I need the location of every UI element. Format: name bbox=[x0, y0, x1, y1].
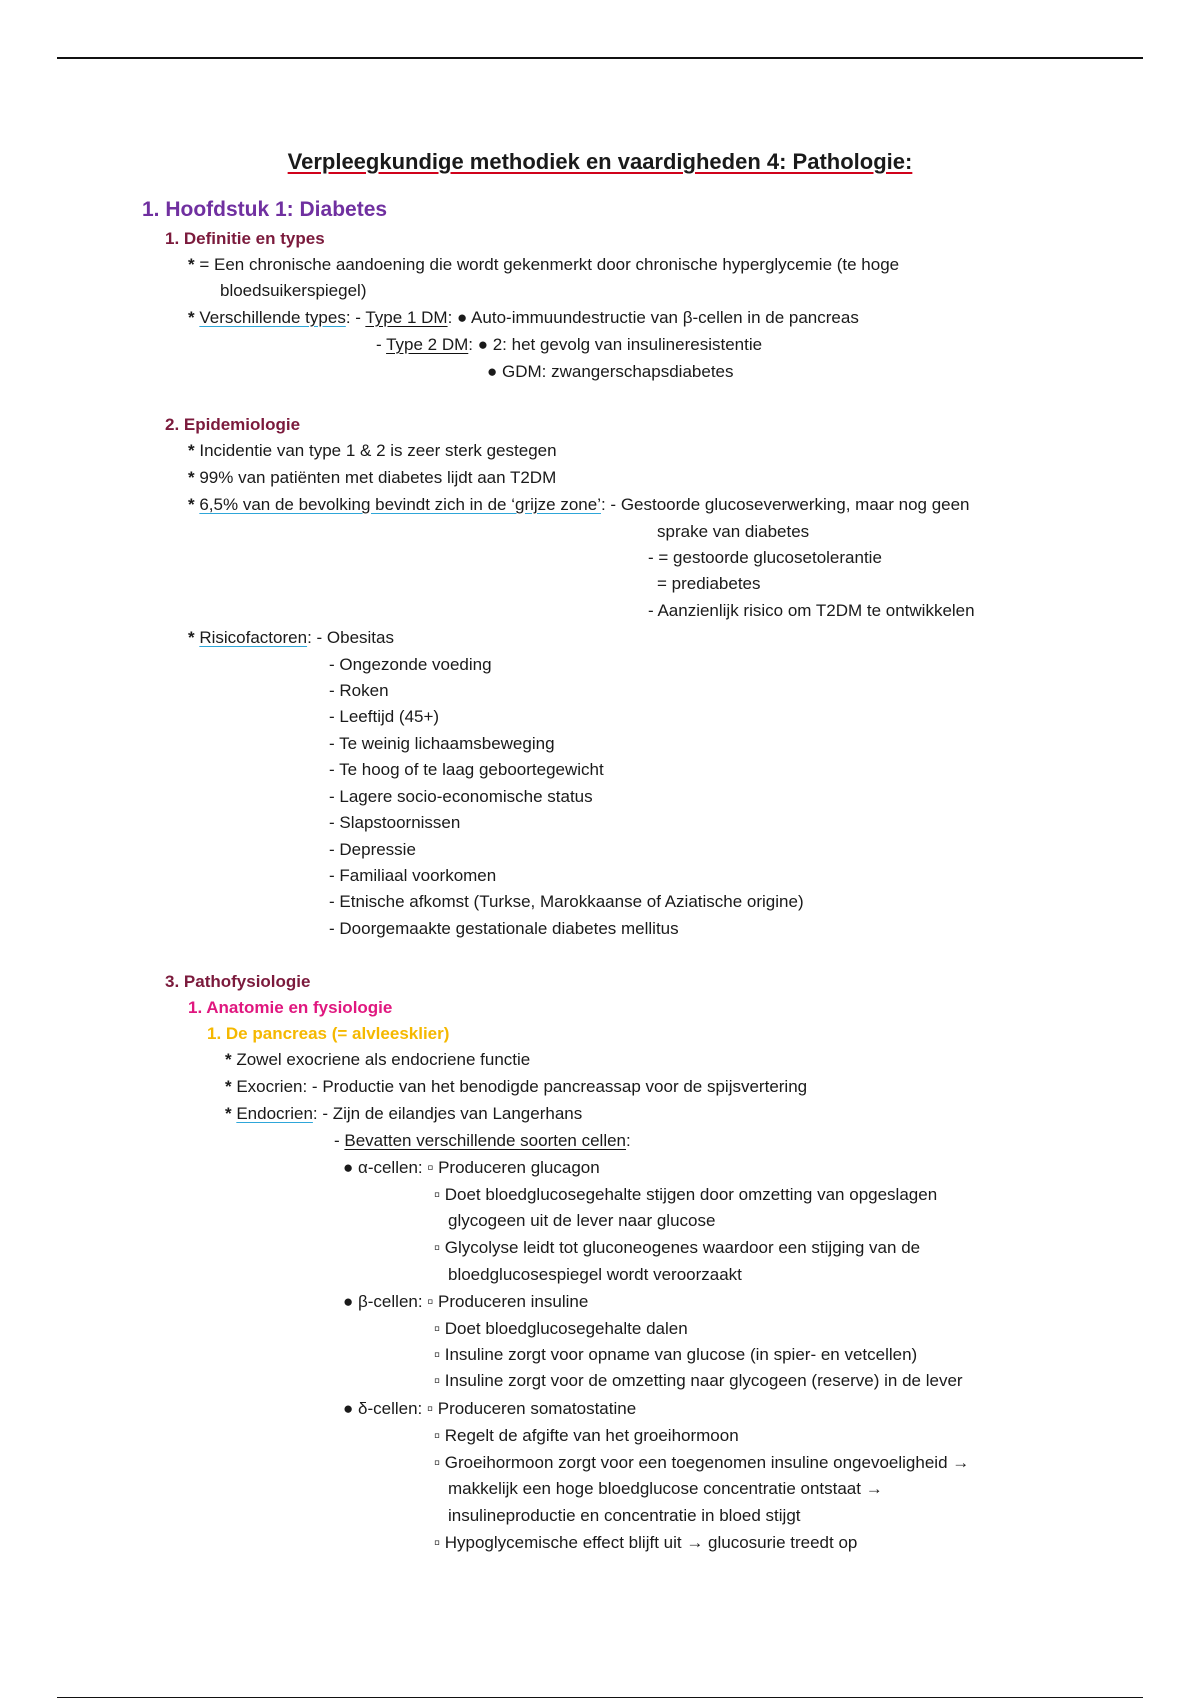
types-line: * Verschillende types: - Type 1 DM: ● Auto-immuundestructie van β-cellen in de pancreas bbox=[188, 308, 859, 327]
list-item: insulineproductie en concentratie in bloed stijgt bbox=[448, 1506, 801, 1525]
beta-cells-line: ● β-cellen: ▫ Produceren insuline bbox=[343, 1292, 589, 1311]
list-item: glycogeen uit de lever naar glucose bbox=[448, 1211, 716, 1230]
type2-line: - Type 2 DM: ● 2: het gevolg van insulineresistentie bbox=[376, 335, 763, 354]
asterisk-bullet: * bbox=[188, 255, 200, 274]
list-item: ▫ Glycolyse leidt tot gluconeogenes waardoor een stijging van de bbox=[434, 1238, 921, 1257]
list-item: ▫ Hypoglycemische effect blijft uit → glucosurie treedt op bbox=[434, 1533, 858, 1552]
grey-zone-line: * 6,5% van de bevolking bevindt zich in de ‘grijze zone’: - Gestoorde glucoseverwerking, maar nog geen bbox=[188, 495, 970, 514]
list-item: ▫ Insuline zorgt voor opname van glucose (in spier- en vetcellen) bbox=[434, 1345, 918, 1364]
list-item: ▫ Doet bloedglucosegehalte stijgen door omzetting van opgeslagen bbox=[434, 1185, 938, 1204]
gdm-line: ● GDM: zwangerschapsdiabetes bbox=[487, 362, 734, 381]
incidence-line: * Incidentie van type 1 & 2 is zeer sterk gestegen bbox=[188, 441, 557, 460]
subsubsection-heading-pancreas: 1. De pancreas (= alvleesklier) bbox=[207, 1024, 450, 1043]
cell-types-line: - Bevatten verschillende soorten cellen: bbox=[334, 1131, 631, 1150]
grey-zone-line-3: - = gestoorde glucosetolerantie bbox=[648, 548, 882, 567]
list-item: - Te weinig lichaamsbeweging bbox=[329, 734, 555, 753]
risk-factors-label: Risicofactoren bbox=[199, 628, 308, 647]
types-label: Verschillende types bbox=[199, 308, 346, 327]
footer-rule bbox=[57, 1697, 1143, 1698]
list-item: - Depressie bbox=[329, 840, 416, 859]
list-item: ▫ Regelt de afgifte van het groeihormoon bbox=[434, 1426, 739, 1445]
list-item: - Slapstoornissen bbox=[329, 813, 461, 832]
definition-line-2: bloedsuikerspiegel) bbox=[220, 281, 367, 300]
list-item: ▫ Doet bloedglucosegehalte dalen bbox=[434, 1319, 688, 1338]
header-rule bbox=[57, 57, 1143, 59]
list-item: - Ongezonde voeding bbox=[329, 655, 492, 674]
function-line: * Zowel exocriene als endocriene functie bbox=[225, 1050, 531, 1069]
grey-zone-line-5: - Aanzienlijk risico om T2DM te ontwikkelen bbox=[648, 601, 975, 620]
list-item: makkelijk een hoge bloedglucose concentratie ontstaat → bbox=[448, 1479, 883, 1498]
list-item: - Familiaal voorkomen bbox=[329, 866, 497, 885]
section-heading-epidemiologie: 2. Epidemiologie bbox=[165, 415, 301, 434]
list-item: ▫ Insuline zorgt voor de omzetting naar glycogeen (reserve) in de lever bbox=[434, 1371, 963, 1390]
alpha-cells-line: ● α-cellen: ▫ Produceren glucagon bbox=[343, 1158, 600, 1177]
chapter-heading: 1. Hoofdstuk 1: Diabetes bbox=[142, 198, 388, 221]
section-heading-pathofysiologie: 3. Pathofysiologie bbox=[165, 972, 311, 991]
subsection-heading-anatomie: 1. Anatomie en fysiologie bbox=[188, 998, 393, 1017]
list-item: bloedglucosespiegel wordt veroorzaakt bbox=[448, 1265, 742, 1284]
type1-label: Type 1 DM bbox=[365, 308, 448, 327]
list-item: - Roken bbox=[329, 681, 389, 700]
grey-zone-label: 6,5% van de bevolking bevindt zich in de ‘grijze zone’ bbox=[199, 495, 601, 514]
list-item: - Doorgemaakte gestationale diabetes mellitus bbox=[329, 919, 679, 938]
delta-cells-line: ● δ-cellen: ▫ Produceren somatostatine bbox=[343, 1399, 637, 1418]
list-item: - Leeftijd (45+) bbox=[329, 707, 440, 726]
percentage-line: * 99% van patiënten met diabetes lijdt aan T2DM bbox=[188, 468, 557, 487]
list-item: - Lagere socio-economische status bbox=[329, 787, 593, 806]
type2-label: Type 2 DM bbox=[386, 335, 469, 354]
cell-types-label: Bevatten verschillende soorten cellen bbox=[344, 1131, 627, 1150]
grey-zone-line-2: sprake van diabetes bbox=[657, 522, 810, 541]
endocrine-line: * Endocrien: - Zijn de eilandjes van Langerhans bbox=[225, 1104, 583, 1123]
list-item: ▫ Groeihormoon zorgt voor een toegenomen insuline ongevoeligheid → bbox=[434, 1453, 970, 1472]
document-title: Verpleegkundige methodiek en vaardigheden 4: Pathologie: bbox=[287, 149, 913, 174]
grey-zone-line-4: = prediabetes bbox=[657, 574, 761, 593]
list-item: - Etnische afkomst (Turkse, Marokkaanse of Aziatische origine) bbox=[329, 892, 804, 911]
risk-factors-line: * Risicofactoren: - Obesitas bbox=[188, 628, 394, 647]
definition-line-1: * = Een chronische aandoening die wordt gekenmerkt door chronische hyperglycemie (te hoge bbox=[188, 255, 900, 274]
section-heading-definitie: 1. Definitie en types bbox=[165, 229, 325, 248]
endocrine-label: Endocrien bbox=[236, 1104, 313, 1123]
exocrine-line: * Exocrien: - Productie van het benodigde pancreassap voor de spijsvertering bbox=[225, 1077, 808, 1096]
list-item: - Te hoog of te laag geboortegewicht bbox=[329, 760, 604, 779]
